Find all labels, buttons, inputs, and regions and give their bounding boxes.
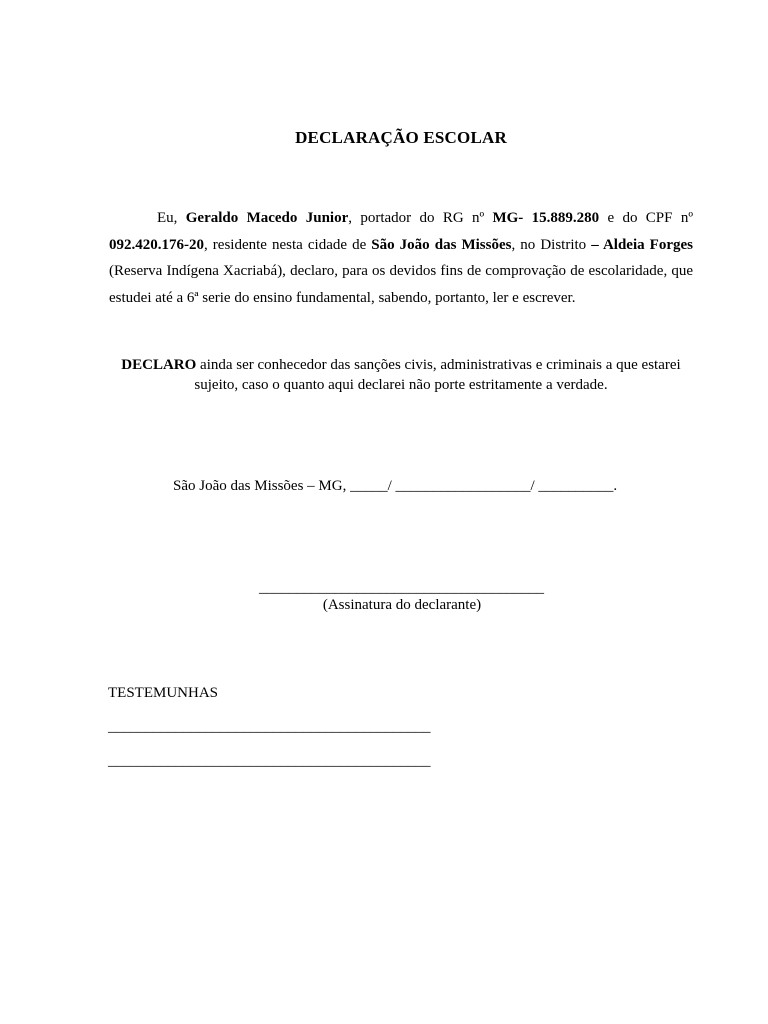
rg-number: MG- 15.889.280 [492, 210, 600, 226]
para-text-5: , no Distrito [511, 236, 592, 253]
declarant-name: Geraldo Macedo Junior [185, 210, 349, 226]
witness-line-2: ___________________________________________ [108, 753, 431, 769]
signature-label: (Assinatura do declarante) [322, 597, 482, 613]
signature-line: ______________________________________ [259, 580, 544, 596]
para-text-4: , residente nesta cidade de [204, 236, 372, 253]
district-name: – Aldeia Forges [591, 236, 693, 253]
acknowledgement-paragraph [100, 355, 702, 395]
declaro-word: DECLARO [121, 357, 197, 373]
para-text-2: , portador do RG nº [348, 210, 493, 226]
witness-line-1: ___________________________________________ [108, 719, 431, 735]
cpf-number: 092.420.176-20 [109, 236, 204, 253]
para-text-6: (Reserva Indígena Xacriabá), declaro, para os devidos fins de comprovação de escolaridade, que estudei até a 6ª serie do ensino fundamental, sabendo, portanto, ler e escrever. [109, 263, 693, 306]
witnesses-heading: TESTEMUNHAS [108, 685, 219, 701]
para-text-3: e do CPF nº [599, 210, 693, 226]
document-title: DECLARAÇÃO ESCOLAR [295, 128, 507, 147]
acknowledgement-text: ainda ser conhecedor das sanções civis, administrativas e criminais a que estarei sujeito, caso o quanto aqui declarei não porte estritamente a verdade. [194, 357, 681, 393]
city-name: São João das Missões [371, 236, 512, 253]
para-text-1: Eu, [157, 210, 186, 226]
declaration-paragraph [109, 205, 693, 311]
place-date-line: São João das Missões – MG, _____/ __________________/ __________. [173, 478, 618, 494]
